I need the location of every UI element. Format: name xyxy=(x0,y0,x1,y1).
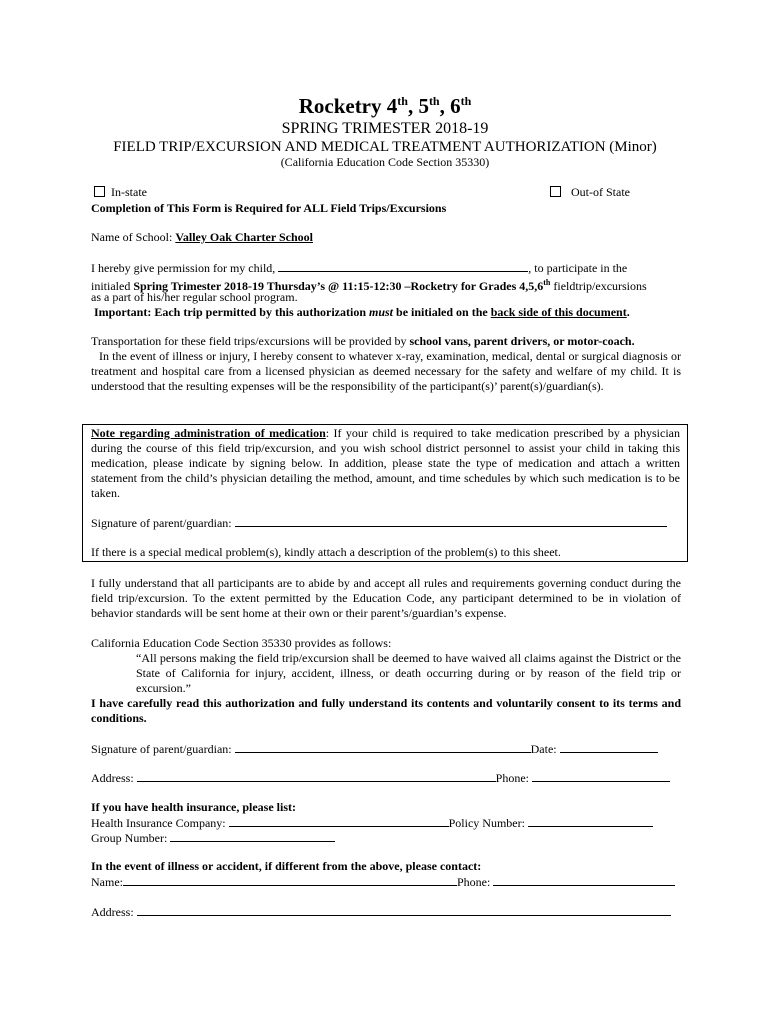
contact-phone-field[interactable] xyxy=(493,874,675,886)
contact-address-label: Address: xyxy=(91,905,137,919)
school-label: Name of School: xyxy=(91,230,176,244)
address-row xyxy=(91,770,681,786)
address-label: Address: xyxy=(91,771,137,785)
group-number-field[interactable] xyxy=(170,830,335,842)
policy-number-label: Policy Number: xyxy=(448,816,528,830)
medication-body: : If your child is required to take medication prescribed by a physician during the course of this field trip/excursion, and you wish school district personnel to assist your child in taking this medication, please indicate by signing below. In addition, please state the type of medication and attach a written statement from the child’s physician detailing the method, amount, and time schedules by which such medication is to be taken. xyxy=(91,426,680,500)
contact-address-field[interactable] xyxy=(137,904,671,916)
instate-label: In-state xyxy=(111,185,147,199)
special-medical-note: If there is a special medical problem(s), kindly attach a description of the problem(s) to this sheet. xyxy=(91,545,561,559)
outofstate-option xyxy=(550,185,690,200)
important-notice: Important: Each trip permitted by this authorization must be initialed on the back side of this document. xyxy=(94,305,630,319)
outofstate-checkbox[interactable] xyxy=(550,186,561,197)
signature-label: Signature of parent/guardian: xyxy=(91,742,235,756)
signature-field[interactable] xyxy=(235,741,531,753)
conduct-paragraph: I fully understand that all participants are to abide by and accept all rules and requirements governing conduct during the field trip/excursion. To the extent permitted by the Education Code, any participant determined to be in violation of behavior standards will be sent home at their own or their parent’s/guardian’s expense. xyxy=(91,576,681,620)
contact-name-field[interactable] xyxy=(123,874,457,886)
fieldtrip-text: fieldtrip/excursions xyxy=(550,279,647,293)
medication-signature-row xyxy=(91,515,681,531)
emergency-contact-row xyxy=(91,874,681,890)
initialed-text: initialed xyxy=(91,279,134,293)
form-title: FIELD TRIP/EXCURSION AND MEDICAL TREATMENT AUTHORIZATION (Minor) xyxy=(113,139,657,155)
insurance-heading: If you have health insurance, please list: xyxy=(91,800,297,814)
permission-text: I hereby give permission for my child, xyxy=(91,261,279,275)
school-name: Valley Oak Charter School xyxy=(175,230,313,244)
signature-row xyxy=(91,741,681,757)
code-quote: “All persons making the field trip/excursion shall be deemed to have waived all claims against the District or the State of California for injury, accident, illness, or death occurring during or by reason of the field trip or excursion.” xyxy=(136,651,681,695)
consent-statement: I have carefully read this authorization and fully understand its contents and voluntarily consent to its terms and conditions. xyxy=(91,696,681,725)
group-number-label: Group Number: xyxy=(91,831,171,845)
permission-participate-text: , to participate in the xyxy=(528,261,628,275)
child-name-field[interactable] xyxy=(278,260,528,272)
date-field[interactable] xyxy=(560,741,658,753)
policy-number-field[interactable] xyxy=(528,815,653,827)
trimester-heading: SPRING TRIMESTER 2018-19 xyxy=(281,120,489,137)
medication-signature-label: Signature of parent/guardian: xyxy=(91,516,235,530)
emergency-contact-heading: In the event of illness or accident, if different from the above, please contact: xyxy=(91,859,482,873)
group-number-row xyxy=(91,830,681,846)
insurance-company-field[interactable] xyxy=(229,815,449,827)
permission-line-3: as a part of his/her regular school program. xyxy=(91,290,298,304)
transportation-statement: Transportation for these field trips/excursions will be provided by school vans, parent drivers, or motor-coach. xyxy=(91,334,635,348)
medical-consent-paragraph: In the event of illness or injury, I hereby consent to whatever x-ray, examination, medical, dental or surgical diagnosis or treatment and hospital care from a licensed physician as deemed necessary for the safety and welfare of my child. It is understood that the resulting expenses will be the responsibility of the participant(s)’ parent(s)/guardian(s). xyxy=(91,349,681,393)
school-name-row xyxy=(91,230,681,245)
insurance-row xyxy=(91,815,681,831)
medication-signature-field[interactable] xyxy=(235,515,667,527)
contact-name-label: Name: xyxy=(91,875,123,889)
medication-heading: Note regarding administration of medication xyxy=(91,426,326,440)
permission-line-1 xyxy=(91,260,681,276)
education-code-reference: (California Education Code Section 35330) xyxy=(280,155,490,169)
trip-schedule: Spring Trimester 2018-19 Thursday’s @ 11:15-12:30 –Rocketry for Grades 4,5,6th xyxy=(133,278,551,293)
code-intro: California Education Code Section 35330 provides as follows: xyxy=(91,636,392,650)
outofstate-label: Out-of State xyxy=(571,185,630,199)
phone-label: Phone: xyxy=(495,771,533,785)
contact-phone-label: Phone: xyxy=(457,875,494,889)
insurance-company-label: Health Insurance Company: xyxy=(91,816,229,830)
form-title-rocketry: Rocketry 4th, 5th, 6th xyxy=(298,94,472,118)
medication-note xyxy=(91,426,680,501)
address-field[interactable] xyxy=(137,770,496,782)
phone-field[interactable] xyxy=(532,770,670,782)
completion-notice: Completion of This Form is Required for ALL Field Trips/Excursions xyxy=(91,201,447,215)
date-label: Date: xyxy=(530,742,560,756)
instate-checkbox[interactable] xyxy=(94,186,105,197)
emergency-address-row xyxy=(91,904,681,920)
